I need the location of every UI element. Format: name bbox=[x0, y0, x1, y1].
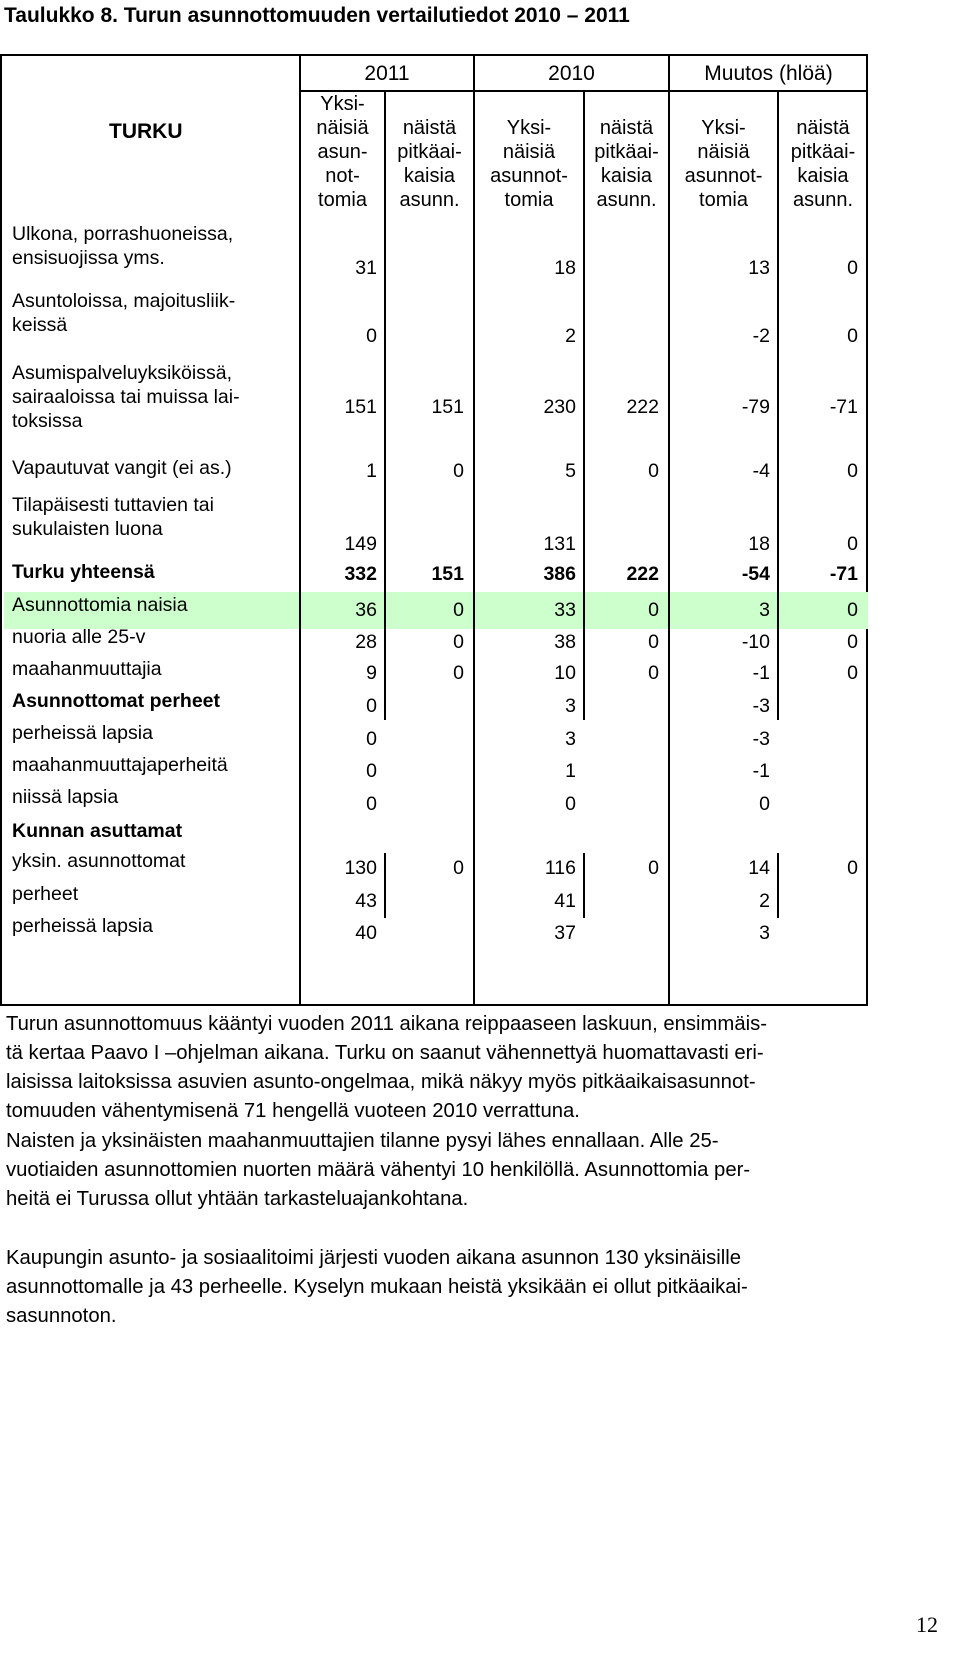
subheader-line: näistä bbox=[599, 117, 654, 139]
table-cell: 0 bbox=[453, 460, 464, 482]
table-cell: 0 bbox=[366, 325, 377, 347]
table-cell: 18 bbox=[554, 257, 576, 279]
column-subheader bbox=[584, 116, 669, 212]
row-label bbox=[12, 849, 185, 873]
table-cell: 37 bbox=[554, 922, 576, 944]
subheader-line: näisiä bbox=[316, 117, 369, 139]
subheader-line: asunnot- bbox=[684, 165, 763, 187]
row-label-line: Ulkona, porrashuoneissa, bbox=[12, 223, 234, 245]
row-label bbox=[12, 753, 228, 777]
row-label-line: toksissa bbox=[12, 410, 83, 432]
table-cell: 0 bbox=[847, 631, 858, 653]
table-cell: 386 bbox=[543, 563, 576, 585]
table-cell: -3 bbox=[752, 728, 770, 750]
table-cell: -1 bbox=[752, 662, 770, 684]
table-cell: 31 bbox=[355, 257, 377, 279]
table-caption: Taulukko 8. Turun asunnottomuuden vertailutiedot 2010 – 2011 bbox=[4, 4, 630, 27]
subheader-line: asunn. bbox=[596, 189, 657, 211]
table-cell: -71 bbox=[829, 396, 858, 418]
paragraph-line: tomuuden vähentymisenä 71 hengellä vuoteen 2010 verrattuna. bbox=[6, 1100, 580, 1122]
row-label-line: sukulaisten luona bbox=[12, 518, 163, 540]
table-cell: -3 bbox=[752, 695, 770, 717]
paragraph-line: Turun asunnottomuus kääntyi vuoden 2011 aikana reippaaseen laskuun, ensimmäis- bbox=[6, 1013, 768, 1035]
subheader-line: asun- bbox=[317, 141, 368, 163]
table-cell: 3 bbox=[759, 599, 770, 621]
row-label-line: Turku yhteensä bbox=[12, 561, 155, 583]
row-label bbox=[12, 625, 145, 649]
row-label-line: sairaaloissa tai muissa lai- bbox=[12, 386, 240, 408]
table-cell: 40 bbox=[355, 922, 377, 944]
homelessness-comparison-table bbox=[0, 54, 868, 1006]
table-cell: -71 bbox=[829, 563, 858, 585]
row-label-line: maahanmuuttajia bbox=[12, 658, 162, 680]
table-cell: 0 bbox=[648, 599, 659, 621]
table-cell: 14 bbox=[748, 857, 770, 879]
subheader-line: näistä bbox=[402, 117, 457, 139]
subheader-line: Yksi- bbox=[506, 117, 552, 139]
table-cell: -1 bbox=[752, 760, 770, 782]
row-label bbox=[12, 289, 235, 337]
table-cell: -4 bbox=[752, 460, 770, 482]
table-cell: 332 bbox=[344, 563, 377, 585]
row-label-line: Asunnottomia naisia bbox=[12, 594, 188, 616]
table-cell: 0 bbox=[366, 728, 377, 750]
table-cell: 1 bbox=[366, 460, 377, 482]
row-label-line: Vapautuvat vangit (ei as.) bbox=[12, 457, 232, 479]
subheader-line: asunn. bbox=[399, 189, 460, 211]
column-subheader bbox=[474, 116, 584, 212]
table-cell: 38 bbox=[554, 631, 576, 653]
subheader-line: not- bbox=[325, 165, 360, 187]
column-subheader bbox=[385, 116, 474, 212]
row-label-line: Tilapäisesti tuttavien tai bbox=[12, 494, 214, 516]
table-cell: 0 bbox=[648, 460, 659, 482]
row-label-line: Asunnottomat perheet bbox=[12, 690, 221, 712]
table-cell: 1 bbox=[565, 760, 576, 782]
table-cell: 130 bbox=[344, 857, 377, 879]
subheader-line: kaisia bbox=[600, 165, 653, 187]
subheader-line: pitkäai- bbox=[397, 141, 462, 163]
row-label-line: Asuntoloissa, majoitusliik- bbox=[12, 290, 236, 312]
table-cell: 0 bbox=[366, 760, 377, 782]
table-cell: 0 bbox=[847, 325, 858, 347]
year-header: 2011 bbox=[364, 62, 410, 85]
subheader-line: kaisia bbox=[797, 165, 849, 187]
row-label bbox=[12, 222, 233, 270]
row-label-line: nuoria alle 25-v bbox=[12, 626, 146, 648]
table-cell: 2 bbox=[565, 325, 576, 347]
paragraph-line: sasunnoton. bbox=[6, 1305, 117, 1327]
column-subheader bbox=[300, 92, 385, 212]
subheader-line: Yksi- bbox=[320, 93, 365, 115]
row-label bbox=[12, 456, 232, 480]
subheader-line: pitkäai- bbox=[790, 141, 856, 163]
paragraph-line: tä kertaa Paavo I –ohjelman aikana. Turku on saanut vähennettyä huomattavasti eri- bbox=[6, 1042, 764, 1064]
table-cell: 222 bbox=[626, 396, 659, 418]
row-label-line: niissä lapsia bbox=[12, 786, 119, 808]
row-label-line: maahanmuuttajaperheitä bbox=[12, 754, 228, 776]
row-label bbox=[12, 882, 78, 906]
table-cell: 18 bbox=[748, 533, 770, 555]
row-label-line: Kunnan asuttamat bbox=[12, 820, 183, 842]
subheader-line: näistä bbox=[796, 117, 850, 139]
table-cell: 131 bbox=[543, 533, 576, 555]
table-cell: 0 bbox=[759, 793, 770, 815]
subheader-line: asunn. bbox=[792, 189, 854, 211]
table-cell: 3 bbox=[759, 922, 770, 944]
table-cell: -10 bbox=[741, 631, 770, 653]
paragraph-line: vuotiaiden asunnottomien nuorten määrä vähentyi 10 henkilöllä. Asunnottomia per- bbox=[6, 1159, 751, 1181]
table-cell: 2 bbox=[759, 890, 770, 912]
table-cell: 222 bbox=[626, 563, 659, 585]
row-label bbox=[12, 657, 162, 681]
table-cell: 0 bbox=[648, 662, 659, 684]
table-cell: 0 bbox=[453, 631, 464, 653]
paragraph-line: heitä ei Turussa ollut yhtään tarkasteluajankohtana. bbox=[6, 1188, 469, 1210]
subheader-line: asunnot- bbox=[490, 165, 568, 187]
subheader-line: tomia bbox=[699, 189, 748, 211]
table-cell: 151 bbox=[431, 563, 464, 585]
table-cell: 41 bbox=[554, 890, 576, 912]
subheader-line: pitkäai- bbox=[594, 141, 659, 163]
paragraph-line: asunnottomalle ja 43 perheelle. Kyselyn mukaan heistä yksikään ei ollut pitkäaikai- bbox=[6, 1276, 748, 1298]
row-label-line: perheissä lapsia bbox=[12, 915, 153, 937]
row-label bbox=[12, 689, 220, 713]
row-label bbox=[12, 560, 155, 584]
table-cell: 43 bbox=[355, 890, 377, 912]
table-cell: 5 bbox=[565, 460, 576, 482]
table-cell: 33 bbox=[554, 599, 576, 621]
table-cell: 28 bbox=[355, 631, 377, 653]
table-cell: 149 bbox=[344, 533, 377, 555]
column-subheader bbox=[778, 116, 868, 212]
table-cell: 0 bbox=[366, 793, 377, 815]
subheader-line: tomia bbox=[318, 189, 367, 211]
row-label bbox=[12, 914, 153, 938]
table-cell: 0 bbox=[847, 599, 858, 621]
table-cell: 0 bbox=[648, 857, 659, 879]
table-cell: 0 bbox=[366, 695, 377, 717]
table-cell: -2 bbox=[752, 325, 770, 347]
paragraph-line: Naisten ja yksinäisten maahanmuuttajien tilanne pysyi lähes ennallaan. Alle 25- bbox=[6, 1130, 719, 1152]
row-label-line: ensisuojissa yms. bbox=[12, 247, 165, 269]
table-cell: 151 bbox=[431, 396, 464, 418]
year-header: Muutos (hlöä) bbox=[704, 62, 833, 85]
table-cell: 10 bbox=[554, 662, 576, 684]
table-cell: -54 bbox=[741, 563, 770, 585]
table-cell: 0 bbox=[847, 533, 858, 555]
table-cell: 0 bbox=[453, 857, 464, 879]
table-cell: 116 bbox=[544, 857, 576, 879]
table-cell: 3 bbox=[565, 728, 576, 750]
table-cell: 3 bbox=[565, 695, 576, 717]
subheader-line: näisiä bbox=[502, 141, 556, 163]
row-label-line: perheet bbox=[12, 883, 79, 905]
table-cell: 0 bbox=[565, 793, 576, 815]
row-label bbox=[12, 819, 182, 843]
subheader-line: näisiä bbox=[697, 141, 750, 163]
subheader-line: tomia bbox=[504, 189, 554, 211]
subheader-line: Yksi- bbox=[701, 117, 746, 139]
year-header: 2010 bbox=[548, 62, 595, 85]
table-cell: 151 bbox=[344, 396, 377, 418]
table-cell: 0 bbox=[453, 662, 464, 684]
corner-label: TURKU bbox=[109, 120, 183, 143]
table-cell: 0 bbox=[847, 257, 858, 279]
table-cell: 9 bbox=[366, 662, 377, 684]
paragraph bbox=[6, 1244, 946, 1331]
row-label-line: Asumispalveluyksiköissä, bbox=[12, 362, 232, 384]
table-cell: -79 bbox=[741, 396, 770, 418]
row-label bbox=[12, 593, 188, 617]
row-label bbox=[12, 721, 153, 745]
table-cell: 13 bbox=[748, 257, 770, 279]
paragraph-line: laisissa laitoksissa asuvien asunto-ongelmaa, mikä näkyy myös pitkäaikaisasunnot- bbox=[6, 1071, 756, 1093]
table-cell: 0 bbox=[847, 857, 858, 879]
paragraph bbox=[6, 1010, 946, 1126]
table-cell: 0 bbox=[453, 599, 464, 621]
table-cell: 230 bbox=[543, 396, 576, 418]
row-label-line: yksin. asunnottomat bbox=[12, 850, 186, 872]
column-subheader bbox=[669, 116, 778, 212]
table-cell: 36 bbox=[355, 599, 377, 621]
table-cell: 0 bbox=[847, 662, 858, 684]
row-label-line: keissä bbox=[12, 314, 68, 336]
table-cell: 0 bbox=[648, 631, 659, 653]
row-label bbox=[12, 493, 214, 541]
paragraph bbox=[6, 1127, 946, 1214]
page-number: 12 bbox=[916, 1612, 938, 1637]
paragraph-line: Kaupungin asunto- ja sosiaalitoimi järjesti vuoden aikana asunnon 130 yksinäisille bbox=[6, 1247, 742, 1269]
row-label bbox=[12, 361, 240, 433]
table-cell: 0 bbox=[847, 460, 858, 482]
subheader-line: kaisia bbox=[403, 165, 456, 187]
row-label bbox=[12, 785, 118, 809]
row-label-line: perheissä lapsia bbox=[12, 722, 153, 744]
